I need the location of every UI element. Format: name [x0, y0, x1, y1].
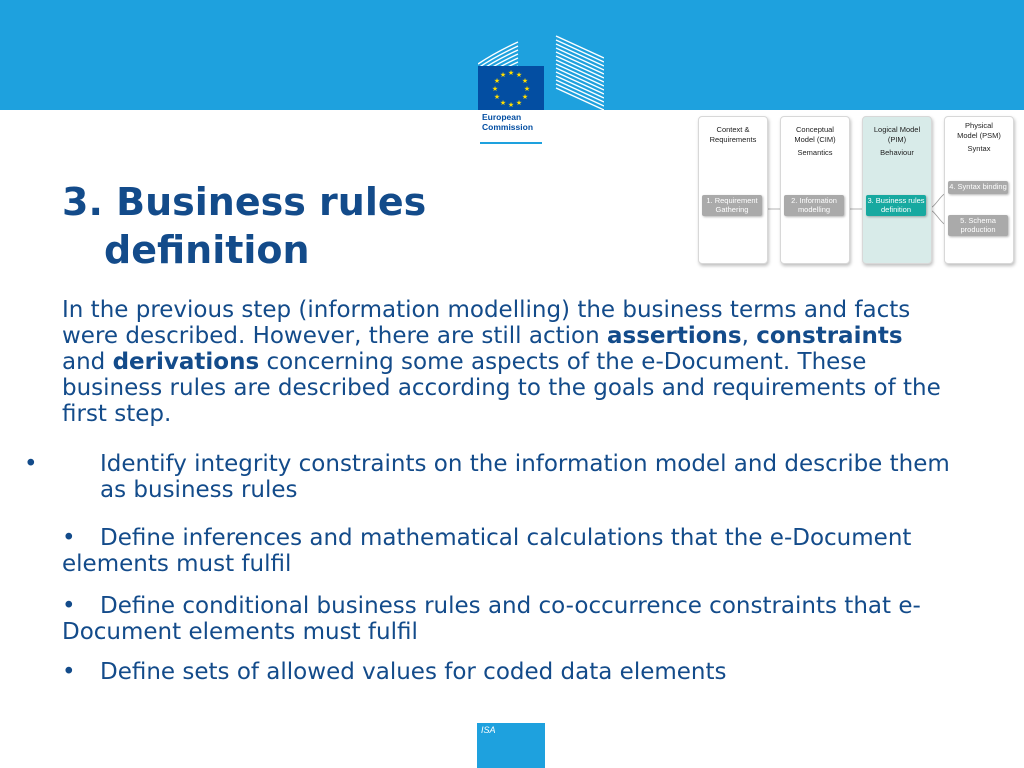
process-diagram	[696, 116, 1016, 268]
title-line1: 3. Business rules	[62, 180, 427, 224]
isa-label: ISA	[481, 725, 496, 735]
column-head-2: Requirements	[709, 135, 757, 144]
intro-text-2: concerning some aspects of the e-Document. These business rules are described according to the goals and requirements of the first step.	[62, 349, 941, 427]
step-schema-production: 5. Schema production	[948, 215, 1008, 236]
intro-bold-constraints: constraints	[756, 323, 903, 349]
column-conceptual-model	[780, 116, 850, 264]
bullet-text: Define conditional business rules and co-occurrence constraints that e-Document elements must fulfil	[62, 593, 921, 645]
slide-body	[24, 297, 952, 685]
svg-text:★: ★	[523, 85, 531, 93]
isa-footer-tag	[477, 723, 545, 768]
title-line2: definition	[104, 228, 310, 272]
logo-underline	[480, 142, 542, 144]
bullet-item	[62, 593, 952, 645]
column-head-2: Model (CIM)	[794, 135, 836, 144]
intro-bold-derivations: derivations	[112, 349, 260, 375]
svg-text:★: ★	[521, 77, 529, 85]
intro-separator-1: ,	[741, 323, 757, 349]
logo-line2: Commission	[482, 122, 534, 132]
column-sub: Syntax	[967, 144, 991, 153]
logo-wordmark	[482, 112, 533, 132]
logo-panel	[478, 66, 544, 144]
column-context-requirements	[698, 116, 768, 264]
bullet-text: Define inferences and mathematical calculations that the e-Document elements must fulfil	[62, 525, 912, 577]
column-sub: Behaviour	[880, 148, 914, 157]
intro-separator-2: and	[62, 349, 113, 375]
step-syntax-binding: 4. Syntax binding	[948, 181, 1008, 194]
column-sub: Semantics	[797, 148, 833, 157]
eu-flag-icon	[478, 66, 544, 110]
column-head-2: (PIM)	[887, 135, 907, 144]
svg-text:★: ★	[515, 99, 523, 107]
svg-text:★: ★	[507, 69, 515, 77]
bullet-glyph: •	[24, 451, 38, 477]
bullet-item	[24, 451, 952, 503]
svg-text:★: ★	[507, 101, 515, 109]
column-head-1: Physical	[965, 121, 993, 130]
bullet-glyph: •	[62, 525, 76, 551]
column-head-1: Conceptual	[796, 125, 834, 134]
european-commission-logo	[446, 34, 604, 146]
column-head-1: Context &	[716, 125, 750, 134]
svg-text:★: ★	[491, 85, 499, 93]
bullet-item	[62, 659, 952, 685]
step-business-rules-definition: 3. Business rules definition	[866, 195, 926, 216]
intro-text-1: In the previous step (information modelling) the business terms and facts were described. However, there are still action	[62, 297, 911, 349]
bullet-item	[62, 525, 952, 577]
svg-text:★: ★	[515, 71, 523, 79]
step-information-modelling: 2. Information modelling	[784, 195, 844, 216]
bullet-glyph: •	[62, 659, 76, 685]
svg-text:★: ★	[499, 71, 507, 79]
column-head-1: Logical Model	[873, 125, 921, 134]
column-head-2: Model (PSM)	[957, 131, 1001, 140]
step-requirement-gathering: 1. Requirement Gathering	[702, 195, 762, 216]
bullet-text: Identify integrity constraints on the information model and describe them as business rules	[100, 451, 950, 503]
svg-text:★: ★	[499, 99, 507, 107]
svg-text:★: ★	[493, 77, 501, 85]
svg-text:★: ★	[493, 93, 501, 101]
bullet-glyph: •	[62, 593, 76, 619]
logo-line1: European	[482, 112, 522, 122]
intro-paragraph	[62, 297, 952, 427]
column-logical-model	[862, 116, 932, 264]
page-title	[62, 178, 522, 274]
intro-bold-assertions: assertions	[607, 323, 742, 349]
bullet-text: Define sets of allowed values for coded data elements	[100, 659, 727, 685]
svg-text:★: ★	[521, 93, 529, 101]
